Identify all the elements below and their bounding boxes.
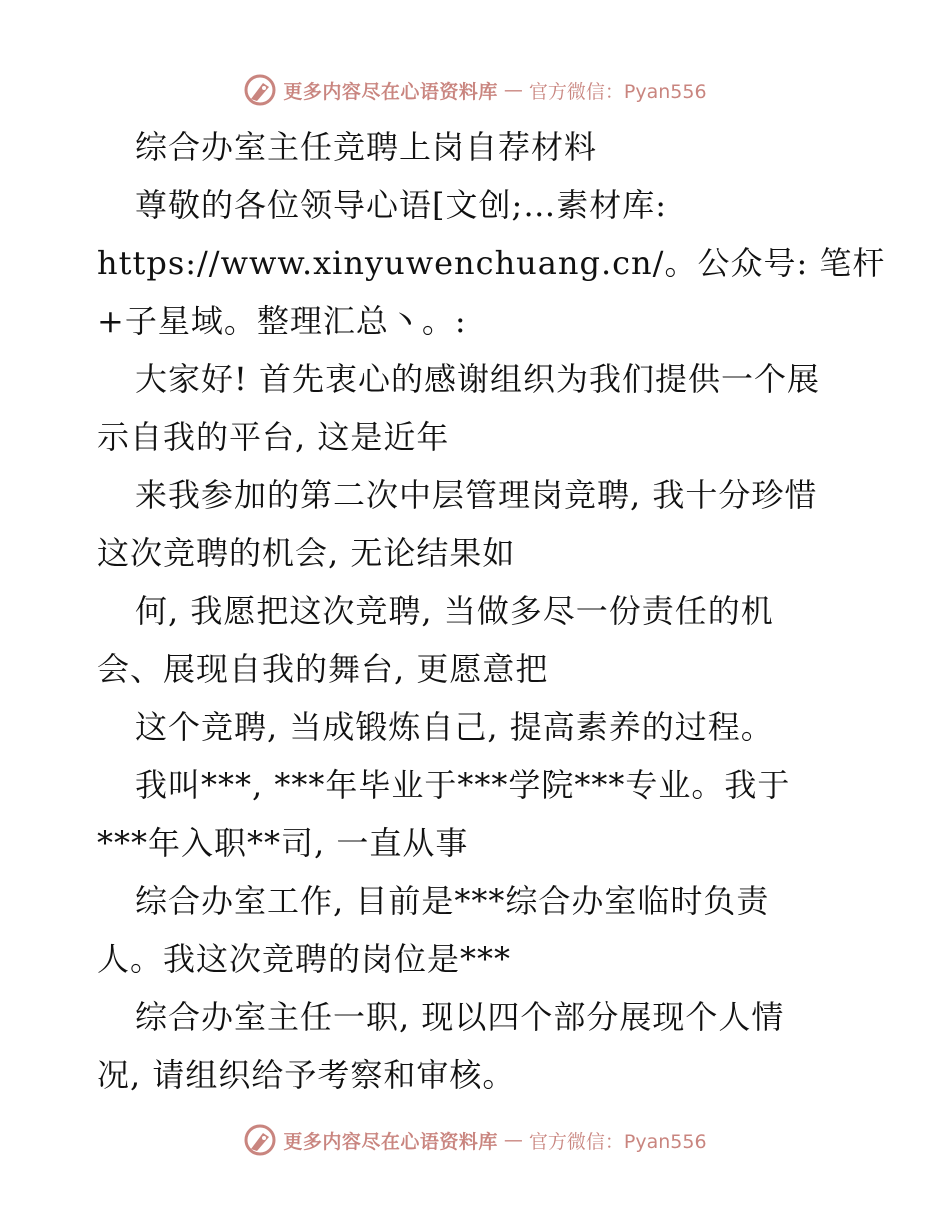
banner-text: 更多内容尽在心语资料库 <box>283 80 498 103</box>
text-line: ***年入职**司, 一直从事 <box>97 824 469 862</box>
text-line: 何, 我愿把这次竞聘, 当做多尽一份责任的机 <box>135 592 774 630</box>
banner-contact: 官方微信：Pyan556 <box>528 1130 707 1153</box>
pen-nib-logo-icon <box>243 73 277 107</box>
text-line: 这次竞聘的机会, 无论结果如 <box>97 534 516 572</box>
document-title: 综合办室主任竞聘上岗自荐材料 <box>135 128 598 166</box>
header-banner-group <box>243 73 706 107</box>
banner-contact: 官方微信：Pyan556 <box>528 80 707 103</box>
banner-text: 更多内容尽在心语资料库 <box>283 1130 498 1153</box>
banner-separator: — <box>503 1129 523 1151</box>
pen-nib-logo-icon <box>243 1123 277 1157</box>
text-line: +子星域。整理汇总丶。: <box>97 302 467 340</box>
text-line: 综合办室主任一职, 现以四个部分展现个人情 <box>135 998 785 1036</box>
document-body <box>97 118 886 1104</box>
text-line: 大家好! 首先衷心的感谢组织为我们提供一个展 <box>135 360 821 398</box>
text-line: 我叫***, ***年毕业于***学院***专业。我于 <box>135 766 791 804</box>
text-line: https://www.xinyuwenchuang.cn/。公众号: 笔杆 <box>97 244 886 282</box>
text-line: 尊敬的各位领导心语[文创;…素材库: <box>135 186 668 224</box>
banner-separator: — <box>503 79 523 101</box>
footer-banner-group <box>243 1123 706 1157</box>
text-line: 综合办室工作, 目前是***综合办室临时负责 <box>135 882 770 920</box>
footer-banner <box>0 1120 950 1160</box>
header-banner <box>0 70 950 110</box>
text-line: 人。我这次竞聘的岗位是*** <box>97 940 512 978</box>
text-line: 示自我的平台, 这是近年 <box>97 418 450 456</box>
text-line: 来我参加的第二次中层管理岗竞聘, 我十分珍惜 <box>135 476 818 514</box>
text-line: 况, 请组织给予考察和审核。 <box>97 1056 516 1094</box>
text-line: 会、展现自我的舞台, 更愿意把 <box>97 650 549 688</box>
text-line: 这个竞聘, 当成锻炼自己, 提高素养的过程。 <box>135 708 774 746</box>
